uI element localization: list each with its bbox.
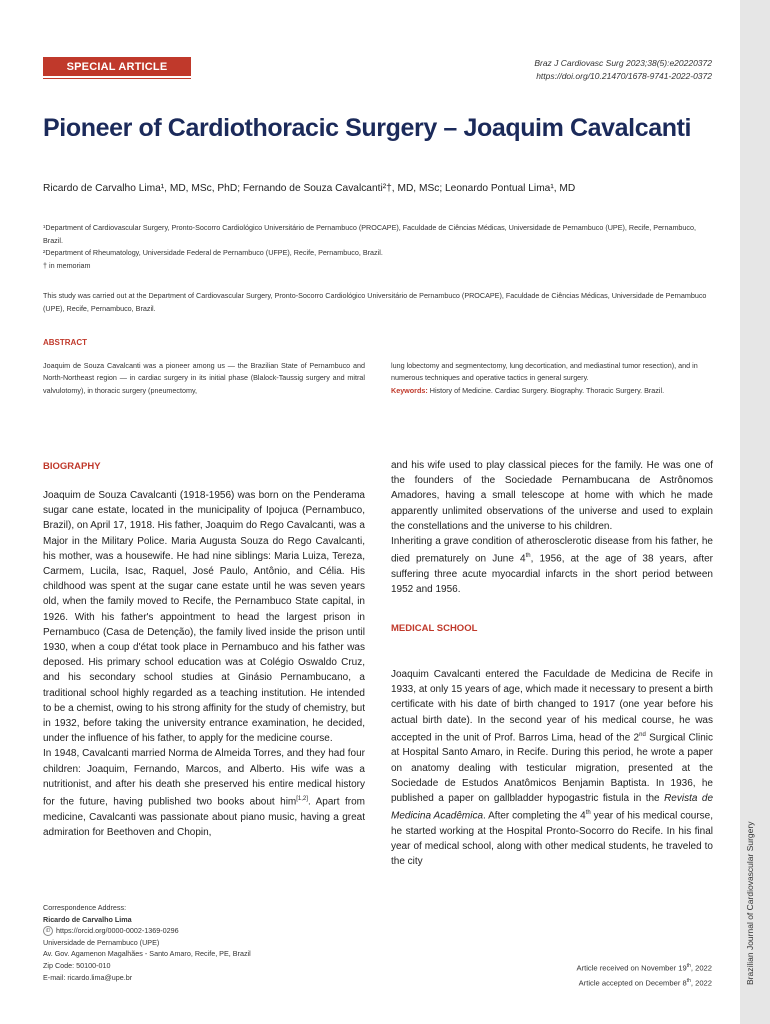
body-column-left xyxy=(43,488,365,840)
ordinal-suffix: nd xyxy=(639,731,646,738)
med-text-a: Joaquim Cavalcanti entered the Faculdade de Medicina de Recife in 1933, at only 15 years of age, which made it necessary to present a birth certificate with his date of birth changed to 1917 (one year before his actual birth date). In the second year of his medical course, he was accepted in the unit of Prof. Barros Lima, head of the 2 xyxy=(391,669,713,744)
medical-school-text xyxy=(391,667,713,869)
badge-underline xyxy=(43,78,191,79)
affiliation-memoriam: † in memoriam xyxy=(43,260,91,270)
ordinal-suffix: th xyxy=(686,963,691,969)
abstract-heading: ABSTRACT xyxy=(43,338,87,347)
article-title: Pioneer of Cardiothoracic Surgery – Joaquim Cavalcanti xyxy=(43,114,692,142)
orcid-link[interactable]: https://orcid.org/0000-0002-1369-0296 xyxy=(56,926,179,936)
med-text-c: . After completing the 4 xyxy=(483,810,586,822)
medical-school-paragraph xyxy=(391,667,713,869)
biography-paragraph-2 xyxy=(43,746,365,840)
author-list: Ricardo de Carvalho Lima¹, MD, MSc, PhD; Fernando de Souza Cavalcanti²†, MD, MSc; Leonardo Pontual Lima¹, MD xyxy=(43,183,576,194)
ordinal-suffix: th xyxy=(686,977,691,984)
abstract-text-continued: lung lobectomy and segmentectomy, lung decortication, and mediastinal tumor resection), and in numerous techniques and operative tactics in general surgery. xyxy=(391,361,698,383)
abstract-text-col2 xyxy=(391,360,713,397)
orcid-line xyxy=(43,925,363,937)
date-accepted xyxy=(577,975,712,990)
study-location-note: This study was carried out at the Department of Cardiovascular Surgery, Pronto-Socorro Cardiológico Universitário de Pernambuco (PROCAPE), Faculdade de Ciências Médicas, Universidade de Pernambuco (UPE), Recife, Pernambuco, Brazil. xyxy=(43,291,707,313)
keywords-label: Keywords: xyxy=(391,385,428,395)
citation-doi[interactable]: https://doi.org/10.21470/1678-9741-2022-0372 xyxy=(536,71,712,81)
correspondence-email[interactable]: E-mail: ricardo.lima@upe.br xyxy=(43,972,133,982)
received-text: Article received on November 19 xyxy=(576,963,687,973)
orcid-icon: iD xyxy=(43,926,53,936)
received-year: , 2022 xyxy=(690,963,712,973)
biography-p2-text: In 1948, Cavalcanti married Norma de Almeida Torres, and they had four children: Joaquim, Fernando, Marcos, and Alberto. His wife was a nutritionist, and after his death she preserved his entire medical history for the future, having published two books about him xyxy=(43,748,365,808)
citation-journal: Braz J Cardiovasc Surg 2023;38(5):e20220372 xyxy=(534,58,712,68)
citation-block xyxy=(534,57,712,83)
biography-p4-text-end: , 1956, at the age of 38 years, after suffering three acute myocardial infarcts in the short period between 1952 and 1956. xyxy=(391,553,713,595)
date-received xyxy=(577,960,712,975)
correspondence-zip: Zip Code: 50100-010 xyxy=(43,960,111,970)
accepted-year: , 2022 xyxy=(690,978,712,988)
correspondence-block xyxy=(43,902,363,983)
biography-paragraph-3: and his wife used to play classical pieces for the family. He was one of the founders of the Sociedade Pernambucana de Astrônomos Amadores, having a small telescope at home with which he made apparently unlimited observations of the universe and used to explain the constellations and the universe to his children. xyxy=(391,460,713,532)
biography-paragraph-1: Joaquim de Souza Cavalcanti (1918-1956) was born on the Penderama sugar cane estate, located in the municipality of Ipojuca (Pernambuco, Brazil), on April 17, 1918. His father, Joaquim do Rego Cavalcanti, was a Major in the Military Police. Maria Augusta Souza do Rego Cavalcanti, his mother, was a housewife. He had nine siblings: Maria Luiza, Tereza, Carmem, Lucila, Isac, Raquel, José Paulo, Antônio, and Célia. His childhood was spent at the sugar cane estate until he was seven years old, when the family moved to Recife, the Pernambuco State capital, in 1926. With his father's appointment to head the largest prison in Pernambuco (Casa de Detenção), the family lived inside the prison until 1930, when a coup d'état took place in Pernambuco and his father was deposed. His primary school education was at Colégio Oswaldo Cruz, and his secondary school studies at Ginásio Pernambucano, a traditional school highly regarded as a teaching institution. He intended to be a chemist, owing to his strong affinity for the study of chemistry, but in 1932, before taking the university entrance examination, he decided, under the influence of his father, to apply for the medicine course. xyxy=(43,490,365,745)
reference-citation[interactable]: [1,2] xyxy=(296,796,308,803)
correspondence-label: Correspondence Address: xyxy=(43,903,127,912)
accepted-text: Article accepted on December 8 xyxy=(578,978,687,988)
ordinal-suffix: th xyxy=(525,553,531,560)
affiliation-2: ²Department of Rheumatology, Universidade Federal de Pernambuco (UFPE), Recife, Pernambuco, Brazil. xyxy=(43,248,383,257)
ordinal-suffix: th xyxy=(585,810,591,817)
section-badge: SPECIAL ARTICLE xyxy=(43,57,191,76)
affiliation-1: ¹Department of Cardiovascular Surgery, Pronto-Socorro Cardiológico Universitário de Pernambuco (PROCAPE), Faculdade de Ciências Médicas, Universidade de Pernambuco (UPE), Recife, Pernambuco, Brazil. xyxy=(43,223,697,245)
medical-school-heading: MEDICAL SCHOOL xyxy=(391,623,478,634)
journal-title-italic: Revista de Medicina Acadêmica xyxy=(391,792,714,822)
biography-p4-text: Inheriting a grave condition of atherosclerotic disease from his father, he died prematurely on June 4 xyxy=(391,536,713,565)
journal-name-vertical: Brazilian Journal of Cardiovascular Surgery xyxy=(745,821,755,985)
med-text-d: year of his medical course, he started working at the Hospital Pronto-Socorro do Recife. In his final year of medical school, along with other medical students, he traveled to the city xyxy=(391,810,714,868)
keywords-line xyxy=(391,385,713,397)
affiliations xyxy=(43,222,713,272)
correspondence-name: Ricardo de Carvalho Lima xyxy=(43,914,132,924)
article-dates xyxy=(577,960,712,989)
med-text-b: Surgical Clinic at Hospital Santo Amaro, in Recife. During this period, he wrote a paper on anatomy dealing with testicular migration, presented at the Sociedade de Estudos Anatômicos Benjamin Baptista. In 1936, he published a paper on gallbladder hypogastric fistula in the xyxy=(391,732,713,804)
abstract-text-col1: Joaquim de Souza Cavalcanti was a pioneer among us — the Brazilian State of Pernambuco and North-Northeast region — in cardiac surgery in its initial phase (Blalock-Taussig surgery and mitral valvulotomy), in thoracic surgery (pneumectomy, xyxy=(43,361,365,395)
biography-p2-text-end: . Apart from medicine, Cavalcanti was passionate about piano music, having a great admiration for Beethoven and Chopin, xyxy=(43,796,366,838)
keywords-text: History of Medicine. Cardiac Surgery. Biography. Thoracic Surgery. Brazil. xyxy=(427,385,665,395)
correspondence-institution: Universidade de Pernambuco (UPE) xyxy=(43,937,160,947)
biography-paragraph-4 xyxy=(391,534,713,597)
correspondence-address: Av. Gov. Agamenon Magalhães - Santo Amaro, Recife, PE, Brazil xyxy=(43,949,251,959)
body-column-right-top xyxy=(391,458,713,597)
biography-heading: BIOGRAPHY xyxy=(43,461,101,472)
